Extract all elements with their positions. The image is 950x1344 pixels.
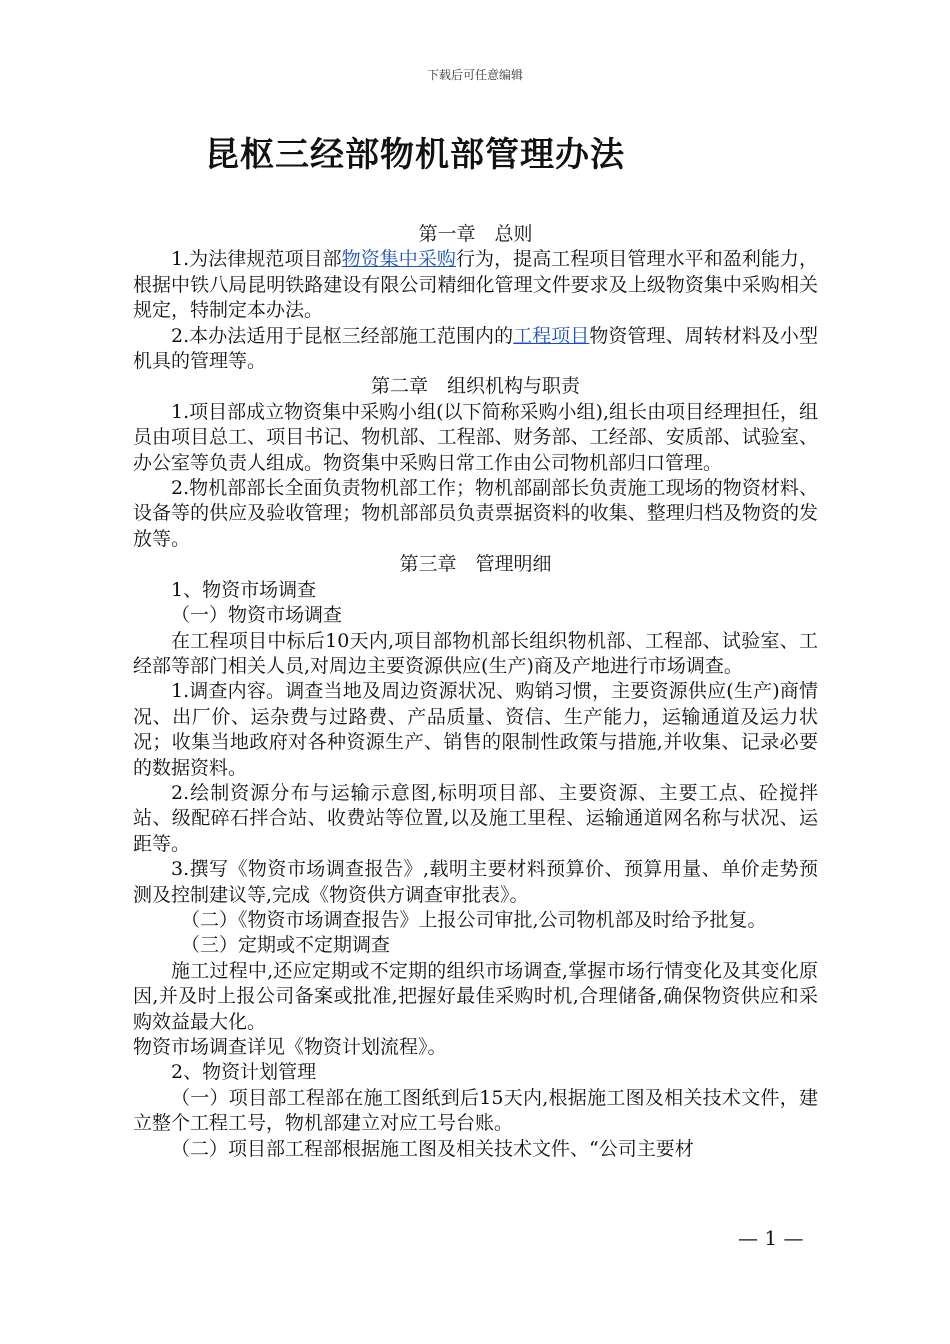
chapter-heading: 第一章 总则: [418, 223, 533, 245]
paragraph: [133, 324, 818, 375]
paragraph: 1.项目部成立物资集中采购小组(以下简称采购小组),组长由项目经理担任，组员由项目总工、项目书记、物机部、工程部、财务部、工经部、安质部、试验室、办公室等负责人组成。物资集中采购日常工作由公司物机部归口管理。: [133, 400, 818, 474]
subsection-heading: （一）物资市场调查: [171, 604, 343, 627]
text-run: 2.本办法适用于昆枢三经部施工范围内的: [171, 324, 514, 347]
document-body: [133, 222, 818, 1162]
paragraph: 3.撰写《物资市场调查报告》,载明主要材料预算价、预算用量、单价走势预测及控制建议等,完成《物资供方调查审批表》。: [133, 858, 818, 906]
paragraph: 施工过程中,还应定期或不定期的组织市场调查,掌握市场行情变化及其变化原因,并及时上报公司备案或批准,把握好最佳采购时机,合理储备,确保物资供应和采购效益最大化。: [133, 959, 818, 1033]
section-heading: 1、物资市场调查: [171, 578, 317, 601]
text-run: 物资管理、周转材料及小型机具的管理等。: [133, 324, 818, 373]
paragraph: 在工程项目中标后10天内,项目部物机部长组织物机部、工程部、试验室、工经部等部门相关人员,对周边主要资源供应(生产)商及产地进行市场调查。: [133, 629, 818, 677]
text-run: 1.为法律规范项目部: [171, 248, 342, 271]
chapter-heading: 第三章 管理明细: [399, 553, 552, 576]
paragraph: （二）项目部工程部根据施工图及相关技术文件、“公司主要材: [171, 1137, 694, 1160]
paragraph: 1.调查内容。调查当地及周边资源状况、购销习惯，主要资源供应(生产)商情况、出厂价、运杂费与过路费、产品质量、资信、生产能力，运输通道及运力状况；收集当地政府对各种资源生产、销售的限制性政策与措施,并收集、记录必要的数据资料。: [133, 680, 818, 779]
section-heading: 2、物资计划管理: [171, 1061, 317, 1084]
text-run: 行为，提高工程项目管理水平和盈利能力，根据中铁八局昆明铁路建设有限公司精细化管理文件要求及上级物资集中采购相关规定，特制定本办法。: [133, 248, 818, 322]
paragraph: 物资市场调查详见《物资计划流程》。: [133, 1036, 447, 1058]
page-header: 下载后可任意编辑: [426, 68, 523, 82]
paragraph: 2.物机部部长全面负责物机部工作；物机部副部长负责施工现场的物资材料、设备等的供应及验收管理；物机部部员负责票据资料的收集、整理归档及物资的发放等。: [133, 477, 818, 550]
paragraph: （二）《物资市场调查报告》上报公司审批,公司物机部及时给予批复。: [181, 908, 767, 931]
subsection-heading: （三）定期或不定期调查: [181, 934, 391, 957]
paragraph: 2.绘制资源分布与运输示意图,标明项目部、主要资源、主要工点、砼搅拌站、级配碎石拌合站、收费站等位置,以及施工里程、运输通道网名称与状况、运距等。: [133, 781, 818, 855]
link-material-procurement[interactable]: 物资集中采购: [341, 248, 456, 271]
document-title: 昆枢三经部物机部管理办法: [205, 135, 625, 175]
chapter-heading: 第二章 组织机构与职责: [370, 375, 580, 398]
paragraph: [133, 247, 818, 323]
paragraph: （一）项目部工程部在施工图纸到后15天内,根据施工图及相关技术文件，建立整个工程工号，物机部建立对应工号台账。: [133, 1086, 818, 1135]
page-number: — 1 —: [738, 1226, 804, 1250]
link-engineering-project[interactable]: 工程项目: [513, 324, 590, 347]
